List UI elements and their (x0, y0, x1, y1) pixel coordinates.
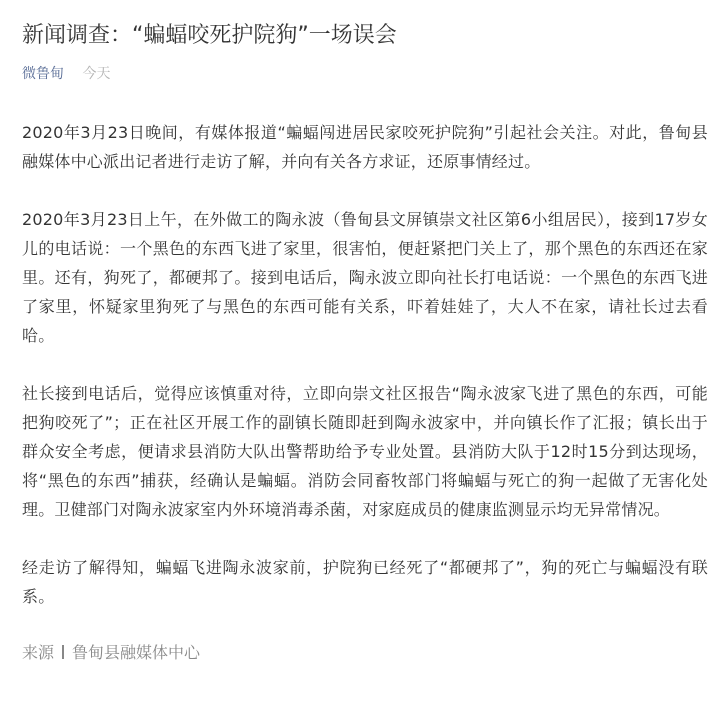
article-title: 新闻调查：“蝙蝠咬死护院狗”一场误会 (22, 23, 397, 48)
article (22, 20, 708, 665)
paragraph-1: 2020年3月23日晚间，有媒体报道“蝙蝠闯进居民家咬死护院狗”引起社会关注。对此，鲁甸县融媒体中心派出记者进行走访了解，并向有关各方求证，还原事情经过。 (22, 123, 708, 171)
source-divider (62, 645, 64, 659)
source-value: 鲁甸县融媒体中心 (72, 643, 201, 662)
paragraph-4: 经走访了解得知，蝙蝠飞进陶永波家前，护院狗已经死了“都硬邦了”，狗的死亡与蝙蝠没有联系。 (22, 558, 708, 606)
source-label: 来源 (22, 643, 55, 662)
author-link[interactable]: 微鲁甸 (22, 66, 64, 82)
publish-date: 今天 (82, 66, 111, 82)
paragraph-3: 社长接到电话后，觉得应该慎重对待，立即向崇文社区报告“陶永波家飞进了黑色的东西，可能把狗咬死了”；正在社区开展工作的副镇长随即赶到陶永波家中，并向镇长作了汇报；镇长出于群众安全考虑，便请求县消防大队出警帮助给予专业处置。县消防大队于12时15分到达现场，将“黑色的东西”捕获，经确认是蝙蝠。消防会同畜牧部门将蝙蝠与死亡的狗一起做了无害化处理。卫健部门对陶永波家室内外环境消毒杀菌，对家庭成员的健康监测显示均无异常情况。 (22, 384, 708, 519)
article-source (22, 641, 708, 665)
article-meta (22, 64, 708, 84)
paragraph-2: 2020年3月23日上午，在外做工的陶永波（鲁甸县文屏镇崇文社区第6小组居民），接到17岁女儿的电话说：一个黑色的东西飞进了家里，很害怕，便赶紧把门关上了，那个黑色的东西还在家里。还有，狗死了，都硬邦了。接到电话后，陶永波立即向社长打电话说：一个黑色的东西飞进了家里，怀疑家里狗死了与黑色的东西可能有关系，吓着娃娃了，大人不在家，请社长过去看哈。 (22, 210, 708, 345)
